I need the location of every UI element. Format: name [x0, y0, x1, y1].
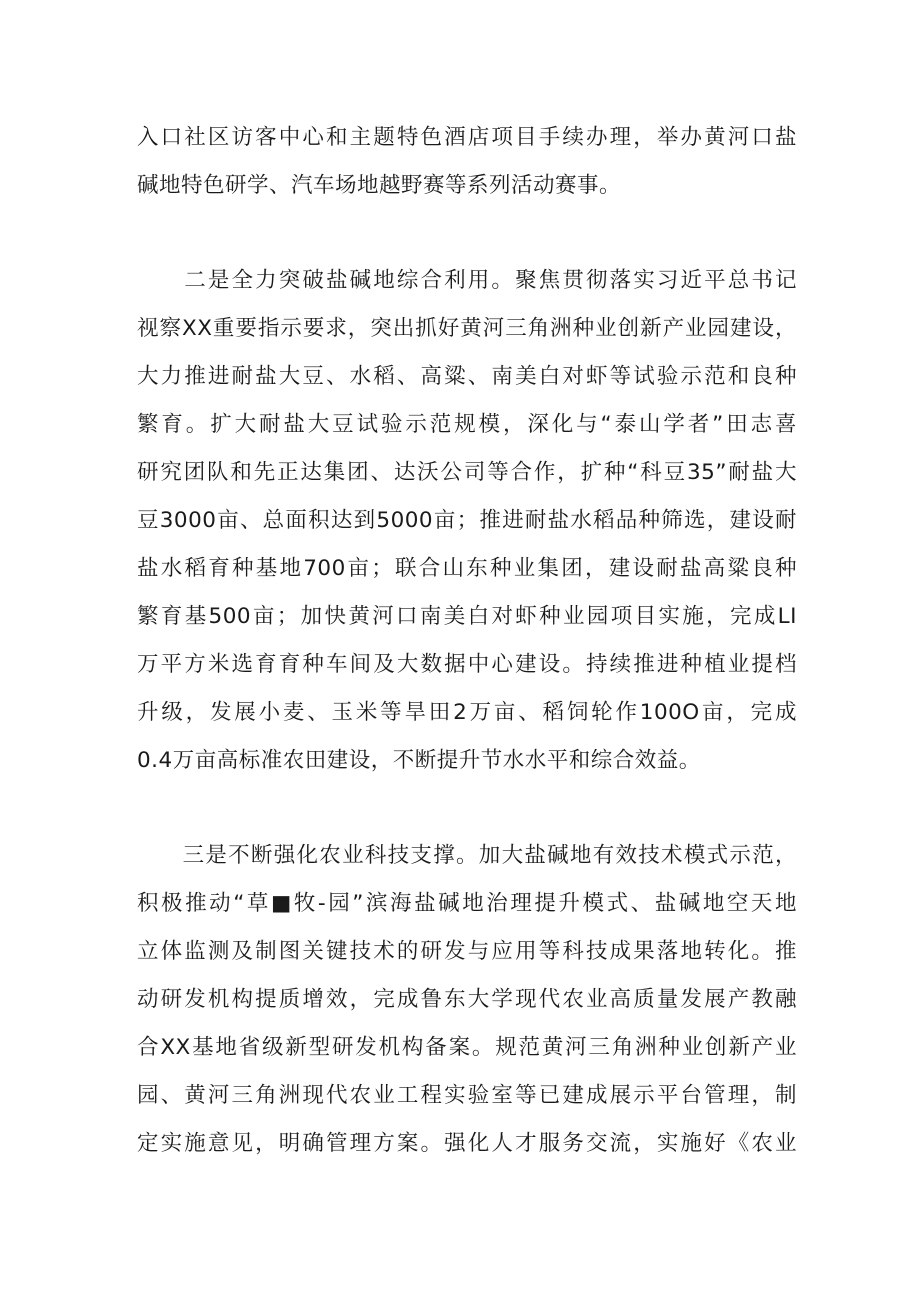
text-line: 积极推动“草■牧-园”滨海盐碱地治理提升模式、盐碱地空天地 — [137, 891, 797, 916]
paragraph-intro-continued — [137, 114, 797, 210]
text-line: 繁育。扩大耐盐大豆试验示范规模，深化与“泰山学者”田志喜 — [137, 412, 797, 437]
paragraph-agri-tech-support — [137, 832, 797, 1168]
text-line: 入口社区访客中心和主题特色酒店项目手续办理，举办黄河口盐 — [137, 125, 797, 150]
text-line: 视察XX重要指示要求，突出抓好黄河三角洲种业创新产业园建设， — [137, 316, 797, 341]
text-line: 碱地特色研学、汽车场地越野赛等系列活动赛事。 — [137, 173, 622, 198]
text-line: 立体监测及制图关键技术的研发与应用等科技成果落地转化。推 — [137, 939, 797, 964]
text-line: 动研发机构提质增效，完成鲁东大学现代农业高质量发展产教融 — [137, 987, 797, 1012]
text-line: 定实施意见，明确管理方案。强化人才服务交流，实施好《农业 — [137, 1131, 797, 1156]
paragraph-saline-land-utilization — [137, 257, 797, 785]
text-line: 盐水稻育种基地700亩；联合山东种业集团，建设耐盐高粱良种 — [137, 556, 797, 581]
text-line: 园、黄河三角洲现代农业工程实验室等已建成展示平台管理，制 — [137, 1083, 797, 1108]
text-line: 繁育基500亩；加快黄河口南美白对虾种业园项目实施，完成LI — [137, 604, 797, 629]
text-line: 合XX基地省级新型研发机构备案。规范黄河三角洲种业创新产业 — [137, 1035, 797, 1060]
text-line: 豆3000亩、总面积达到5000亩；推进耐盐水稻品种筛选，建设耐 — [137, 508, 797, 533]
text-line: 大力推进耐盐大豆、水稻、高粱、南美白对虾等试验示范和良种 — [137, 364, 797, 389]
text-line: 研究团队和先正达集团、达沃公司等合作，扩种“科豆35”耐盐大 — [137, 460, 797, 485]
text-line: 二是全力突破盐碱地综合利用。聚焦贯彻落实习近平总书记 — [137, 268, 797, 293]
text-line: 万平方米选育育种车间及大数据中心建设。持续推进种植业提档 — [137, 652, 797, 677]
text-line: 三是不断强化农业科技支撑。加大盐碱地有效技术模式示范， — [137, 843, 797, 868]
text-line: 0.4万亩高标准农田建设，不断提升节水水平和综合效益。 — [137, 748, 701, 773]
text-line: 升级，发展小麦、玉米等旱田2万亩、稻饲轮作100O亩，完成 — [137, 700, 797, 725]
